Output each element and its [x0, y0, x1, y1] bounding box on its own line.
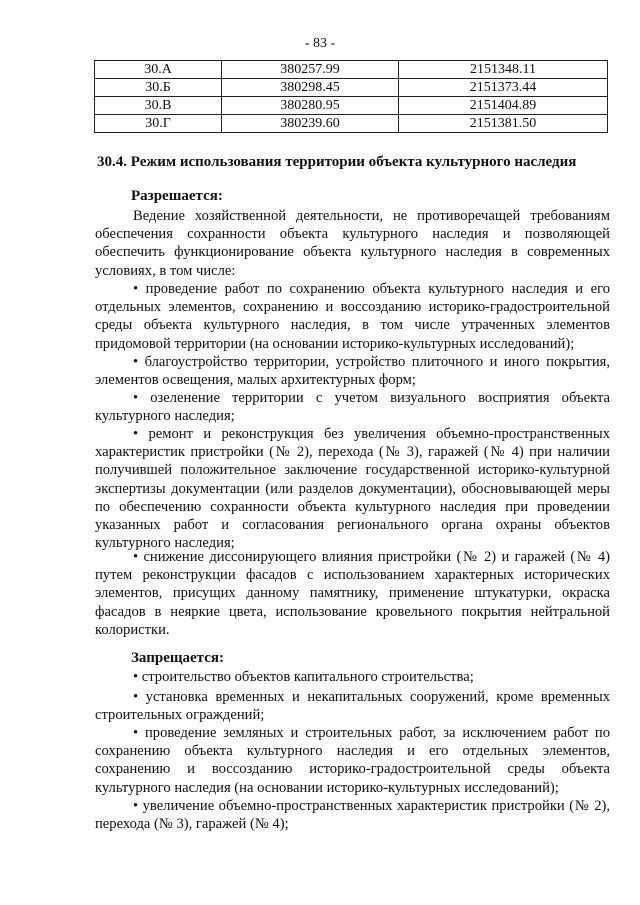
prohibited-item: • проведение земляных и строительных работ, за исключением работ по сохранению объекта культурного наследия и его отдельных элементов, сохранению и воссозданию историко-градостроительной среды объекта культурного наследия (на основании историко-культурных исследований);	[95, 725, 610, 796]
point-id-cell: 30.Б	[95, 79, 222, 97]
table-row	[95, 61, 608, 79]
allowed-heading: Разрешается:	[131, 188, 223, 204]
y-coordinate-cell: 2151381.50	[399, 115, 608, 133]
point-id-cell: 30.В	[95, 97, 222, 115]
table-row	[95, 115, 608, 133]
allowed-item: • ремонт и реконструкция без увеличения объемно-пространственных характеристик пристройки (№ 2), перехода (№ 3), гаражей (№ 4) при наличии получившей положительное заключение государственной историко-культурной экспертизы документации (или разделов документации), обосновывающей меры по обеспечению сохранности объекта культурного наследия при проведении указанных работ и согласования регионального органа охраны объектов культурного наследия;	[95, 426, 610, 552]
page-number: - 83 -	[304, 36, 336, 51]
table-row	[95, 97, 608, 115]
section-title: 30.4. Режим использования территории объекта культурного наследия	[97, 154, 577, 170]
prohibited-heading: Запрещается:	[131, 650, 225, 666]
prohibited-item: • строительство объектов капитального строительства;	[133, 669, 474, 685]
allowed-item: • проведение работ по сохранению объекта культурного наследия и его отдельных элементов, сохранению и воссозданию историко-градостроительной среды объекта культурного наследия, в том числе утраченных элементов придомовой территории (на основании историко-культурных исследований);	[95, 281, 610, 352]
x-coordinate-cell: 380239.60	[222, 115, 399, 133]
prohibited-item: • установка временных и некапитальных сооружений, кроме временных строительных ограждений;	[95, 689, 610, 724]
x-coordinate-cell: 380298.45	[222, 79, 399, 97]
y-coordinate-cell: 2151348.11	[399, 61, 608, 79]
point-id-cell: 30.А	[95, 61, 222, 79]
prohibited-item: • увеличение объемно-пространственных характеристик пристройки (№ 2), перехода (№ 3), гаражей (№ 4);	[95, 798, 610, 833]
table-row	[95, 79, 608, 97]
coordinates-table	[94, 60, 608, 133]
allowed-item: • благоустройство территории, устройство плиточного и иного покрытия, элементов освещения, малых архитектурных форм;	[95, 354, 610, 389]
allowed-item: • озеленение территории с учетом визуального восприятия объекта культурного наследия;	[95, 390, 610, 425]
y-coordinate-cell: 2151373.44	[399, 79, 608, 97]
point-id-cell: 30.Г	[95, 115, 222, 133]
x-coordinate-cell: 380280.95	[222, 97, 399, 115]
allowed-item: • снижение диссонирующего влияния пристройки (№ 2) и гаражей (№ 4) путем реконструкции фасадов с использованием характерных исторических элементов, присущих данному памятнику, применение штукатурки, окраска фасадов в неяркие цвета, использование кровельного покрытия нейтральной колористки.	[95, 549, 610, 638]
allowed-intro: Ведение хозяйственной деятельности, не противоречащей требованиям обеспечения сохранности объекта культурного наследия и позволяющей обеспечить функционирование объекта культурного наследия в современных условиях, в том числе:	[95, 208, 610, 279]
y-coordinate-cell: 2151404.89	[399, 97, 608, 115]
x-coordinate-cell: 380257.99	[222, 61, 399, 79]
